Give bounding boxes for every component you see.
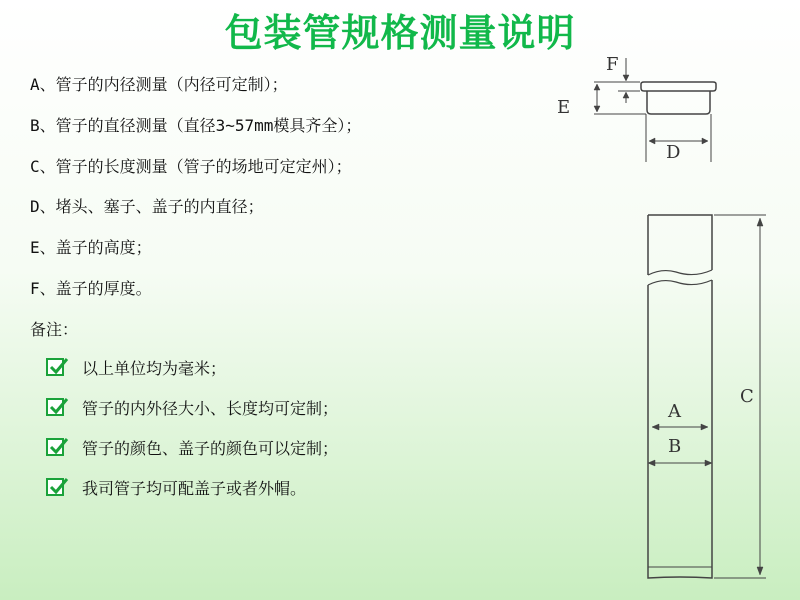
label-b: B: [668, 436, 682, 457]
label-c: C: [740, 386, 754, 407]
spec-item-d: D、堵头、塞子、盖子的内直径；: [30, 197, 264, 216]
spec-item-b: B、管子的直径测量（直径3~57mm模具齐全）；: [30, 116, 362, 135]
note-text: 管子的颜色、盖子的颜色可以定制；: [82, 439, 339, 458]
spec-item-e: E、盖子的高度；: [30, 238, 152, 257]
note-text: 我司管子均可配盖子或者外帽。: [82, 479, 307, 498]
spec-item-a: A、管子的内径测量（内径可定制）；: [30, 75, 288, 94]
remarks-heading: 备注：: [30, 320, 79, 339]
spec-item-f: F、盖子的厚度。: [30, 279, 152, 298]
note-text: 管子的内外径大小、长度均可定制；: [82, 399, 339, 418]
spec-item-c: C、管子的长度测量（管子的场地可定定州）；: [30, 157, 352, 176]
label-a: A: [668, 401, 681, 422]
label-f: F: [606, 54, 619, 75]
label-d: D: [666, 142, 681, 163]
note-text: 以上单位均为毫米；: [82, 359, 227, 378]
page-title: 包装管规格测量说明: [224, 11, 576, 55]
label-e: E: [557, 97, 571, 118]
